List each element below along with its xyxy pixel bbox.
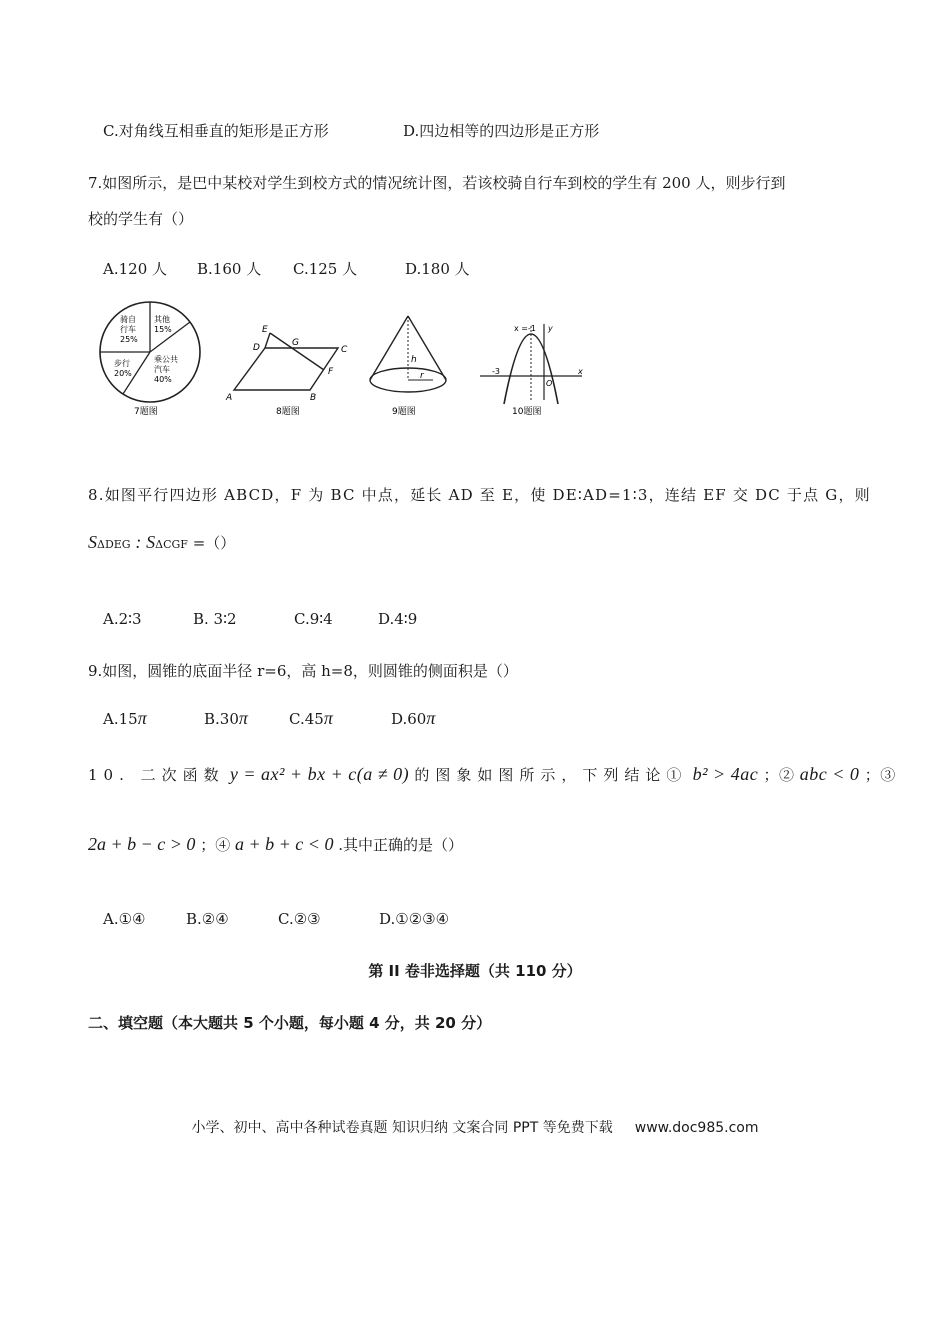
q8-option-c: C.9∶4 [294,610,333,628]
ratio-s2: S [146,532,156,552]
q9-option-c-text: C.45 [289,710,324,728]
q8-option-d: D.4∶9 [378,610,418,628]
footer-url[interactable]: www.doc985.com [634,1120,759,1136]
section-title: 第 II 卷非选择题（共 110 分） [368,962,582,980]
pie-chart-figure [100,302,200,417]
ratio-tail: =（） [192,534,236,552]
q10-option-b: B.②④ [186,910,229,928]
figures-strip [88,300,608,434]
q9-option-d-text: D.60 [391,710,427,728]
q10-conclusion-2: abc < 0 [799,764,860,784]
x-axis-label: x [578,367,583,376]
q9-option-a [103,708,147,729]
q10-option-c: C.②③ [278,910,321,928]
q10-conclusion-3: 2a + b − c > 0 [88,834,196,854]
cone-side-left [370,316,408,380]
pie-label-walk: 步行 [114,359,130,368]
figures-svg [88,300,608,430]
q10-tail: .其中正确的是（） [338,836,464,854]
neg3-label: -3 [492,367,500,376]
pie-label-bus-1: 乘公共 [154,355,178,364]
pie-label-bus-pct: 40% [154,375,172,384]
point-b-label: B [310,393,317,403]
ratio-s1: S [88,532,97,552]
pie-label-walk-pct: 20% [114,369,132,378]
ratio-sub2: ΔCGF [155,538,188,551]
q9-option-d [391,708,435,729]
pie-label-bus-2: 汽车 [154,365,170,374]
pi-symbol: π [426,708,436,728]
cone-figure [370,316,446,417]
q6-option-d: D.四边相等的四边形是正方形 [403,122,600,140]
cone-caption: 9题图 [392,407,416,417]
q9-option-a-text: A.15 [103,710,138,728]
q10-function: y = ax² + bx + c(a ≠ 0) [229,764,410,784]
q10-line1 [88,764,896,785]
q9-option-b-text: B.30 [204,710,239,728]
q10-sep1: ；② [763,766,795,784]
q10-line2 [88,834,463,855]
point-c-label: C [341,345,348,355]
q10-option-d: D.①②③④ [379,910,450,928]
part2-heading: 二、填空题（本大题共 5 个小题，每小题 4 分，共 20 分） [88,1014,492,1032]
point-g-label: G [292,338,299,348]
footer-text: 小学、初中、高中各种试卷真题 知识归纳 文案合同 PPT 等免费下载 [191,1120,613,1136]
q10-sep2: ；③ [864,766,896,784]
q8-stem: 8.如图平行四边形 ABCD，F 为 BC 中点，延长 AD 至 E，使 DE∶AD=1∶3，连结 EF 交 DC 于点 G，则 [88,486,871,504]
pie-caption: 7题图 [134,407,158,417]
point-f-label: F [328,367,334,377]
q7-option-a: A.120 人 [103,260,167,278]
pie-label-bike-pct: 25% [120,335,138,344]
parallelogram-caption: 8题图 [276,407,300,417]
cone-side-right [408,316,446,380]
point-a-label: A [226,393,233,403]
q9-option-c [289,708,333,729]
q6-option-c: C.对角线互相垂直的矩形是正方形 [103,122,329,140]
cone-r-label: r [420,371,424,381]
pie-label-bike-1: 骑自 [120,315,136,324]
ratio-colon: : [135,532,142,552]
ratio-sub1: ΔDEG [97,538,131,551]
pie-label-other-pct: 15% [154,325,172,334]
pi-symbol: π [137,708,147,728]
q7-stem-line2: 校的学生有（） [88,210,194,228]
q10-sep3: ；④ [200,836,231,854]
pi-symbol: π [323,708,333,728]
point-d-label: D [253,343,260,353]
q8-ratio [88,532,235,553]
origin-label: O [546,379,553,388]
q10-prefix: 10. 二次函数 [88,766,225,784]
q7-option-b: B.160 人 [197,260,262,278]
page-footer [0,1117,950,1137]
point-e-label: E [262,325,268,335]
parabola-caption: 10题图 [512,407,542,417]
q7-option-d: D.180 人 [405,260,470,278]
q9-option-b [204,708,248,729]
q8-option-a: A.2∶3 [103,610,142,628]
segment-de [265,333,270,348]
q7-option-c: C.125 人 [293,260,358,278]
q10-conclusion-1: b² > 4ac [692,764,759,784]
q10-mid: 的图象如图所示，下列结论① [414,766,688,784]
q9-stem: 9.如图，圆锥的底面半径 r=6，高 h=8，则圆锥的侧面积是（） [88,662,518,680]
parallelogram-figure [225,325,348,417]
q7-stem-line1: 7.如图所示，是巴中某校对学生到校方式的情况统计图，若该校骑自行车到校的学生有 200 人，则步行到 [88,174,786,192]
q10-conclusion-4: a + b + c < 0 [235,834,334,854]
q10-option-a: A.①④ [103,910,146,928]
parabola-figure [480,324,583,417]
q8-option-b: B. 3∶2 [193,610,237,628]
pie-label-other: 其他 [154,315,170,324]
cone-h-label: h [411,355,417,365]
symmetry-axis-label: x =-1 [514,324,536,333]
parabola-curve [504,334,558,404]
pie-label-bike-2: 行车 [120,325,136,334]
y-axis-label: y [548,324,553,333]
pi-symbol: π [238,708,248,728]
